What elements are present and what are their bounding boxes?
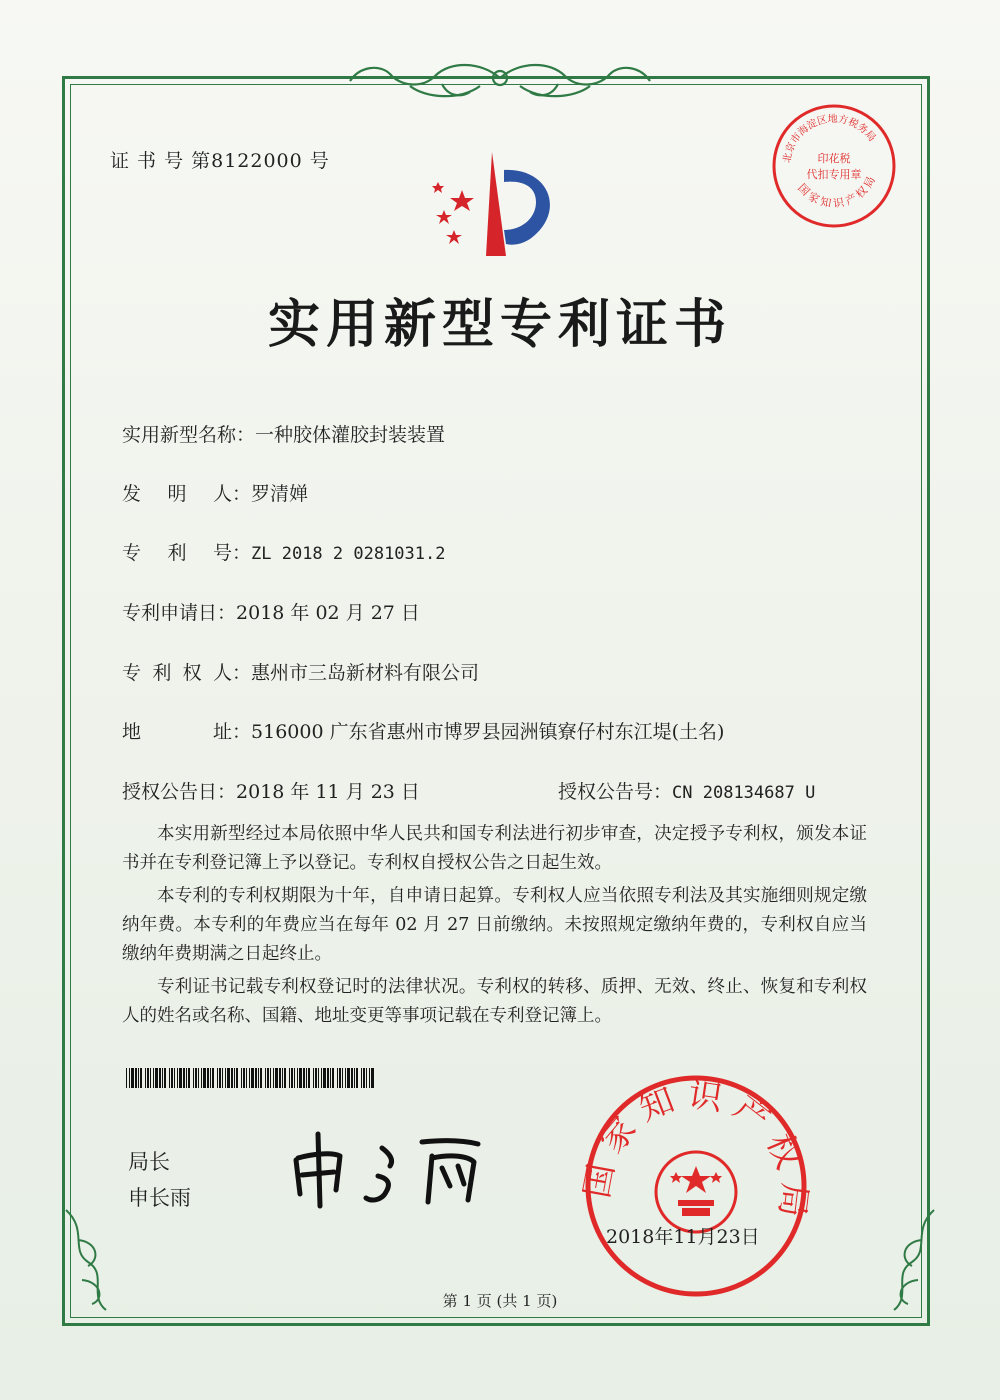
tax-seal-stamp [770,102,898,230]
field-inventor-value: 罗清婵 [251,483,309,505]
director-signature-icon [282,1120,502,1210]
patentee-label-char: 利 [152,662,172,684]
field-grant-date-row [122,777,420,804]
svg-text:国家知识产权局: 家知识产权 [592,1074,810,1185]
colon: ： [232,483,252,505]
patentee-label-char: 权 [182,662,202,684]
field-filing-date-value: 2018 年 02 月 27 日 [236,602,420,624]
colon: ： [653,781,673,803]
field-patent-no-value: ZL 2018 2 0281031.2 [251,544,446,564]
barcode-icon [126,1068,374,1088]
colon: ： [232,662,252,684]
seal-date: 2018年11月23日 [606,1226,760,1248]
tax-seal-ring-text: 北京市海淀区地方税务局 [781,113,878,164]
colon: ： [232,721,252,743]
field-address-row [122,717,724,744]
field-grant-date-value: 2018 年 11 月 23 日 [236,781,420,803]
inventor-label-char: 明 [167,483,187,505]
certificate-title: 实用新型专利证书 [267,294,732,355]
certificate-body [122,820,867,1035]
patentee-label-char: 人 [212,662,232,684]
patent-office-logo-icon [418,150,568,262]
field-inventor-row [122,479,308,506]
field-name-label: 实用新型名称 [122,424,237,446]
top-ornament-icon [330,56,670,106]
colon: ： [217,781,237,803]
patent-no-label-char: 利 [167,542,187,564]
colon: ： [232,542,252,564]
field-grant-no-label: 授权公告号 [558,781,654,803]
field-filing-date-label: 专利申请日 [122,602,218,624]
certificate-number: 证 书 号 第8122000 号 [110,150,330,172]
inventor-label-char: 人 [212,483,232,505]
director-name: 申长雨 [128,1186,191,1210]
body-paragraph: 专利证书记载专利权登记时的法律状况。专利权的转移、质押、无效、终止、恢复和专利权人的姓名或名称、国籍、地址变更等事项记载在专利登记簿上。 [122,977,867,1026]
patent-no-label-char: 号 [212,542,232,564]
patentee-label-char: 专 [122,662,142,684]
svg-text:国家知识产权局: 国家知识产权局 [795,171,880,211]
address-label-char: 地 [122,721,142,743]
page-indicator: 第 1 页 (共 1 页) [442,1292,558,1310]
address-label-char: 址 [212,721,232,743]
inventor-label-char: 发 [122,483,142,505]
field-grant-date-label: 授权公告日 [122,781,218,803]
field-address-value: 516000 广东省惠州市博罗县园洲镇寮仔村东江堤(土名) [251,721,725,743]
field-name-value: 一种胶体灌胶封装装置 [255,424,446,446]
director-title: 局长 [128,1150,170,1174]
patent-no-label-char: 专 [122,542,142,564]
field-patentee-row [122,658,479,685]
field-grant-no-value: CN 208134687 U [672,783,816,803]
tax-seal-center-1: 印花税 [817,152,851,165]
field-patent-no-row [122,538,445,565]
colon: ： [236,424,256,446]
body-paragraph: 本实用新型经过本局依照中华人民共和国专利法进行初步审查，决定授予专利权，颁发本证书并在专利登记簿上予以登记。专利权自授权公告之日起生效。 [122,824,867,873]
tax-seal-center-2: 代扣专用章 [806,168,862,181]
colon: ： [217,602,237,624]
body-paragraph: 本专利的专利权期限为十年，自申请日起算。专利权人应当依照专利法及其实施细则规定缴纳年费。本专利的年费应当在每年 02 月 27 日前缴纳。未按照规定缴纳年费的，专利权自应当缴纳年费期满之日起终止。 [122,886,867,964]
field-filing-date-row [122,598,420,625]
office-seal-stamp [582,1072,810,1300]
field-grant-no-row [558,777,815,804]
field-name-row [122,420,445,447]
field-patentee-value: 惠州市三岛新材料有限公司 [251,662,480,684]
